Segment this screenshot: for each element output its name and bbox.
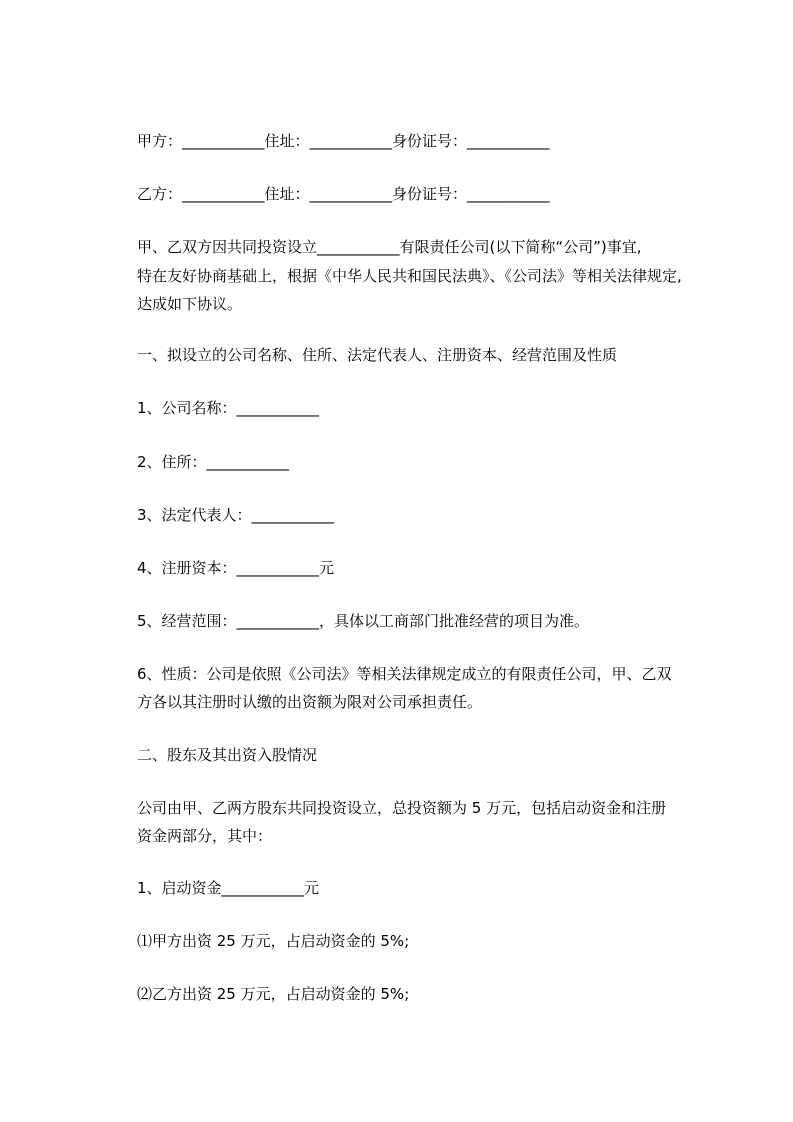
party-a-id-label: 身份证号： (392, 132, 468, 150)
party-b-contribution: ⑵乙方出资 25 万元，占启动资金的 5%; (137, 985, 410, 1003)
party-b-id-label: 身份证号： (392, 185, 468, 203)
party-b-address-blank: ___________ (309, 185, 393, 203)
preamble-line-2: 特在友好协商基础上，根据《中华人民共和国民法典》、《公司法》等相关法律规定, (137, 267, 682, 285)
section-2-heading: 二、股东及其出资入股情况 (137, 746, 318, 764)
nature-item-line-2: 方各以其注册时认缴的出资额为限对公司承担责任。 (137, 693, 483, 711)
address-item: 2、住所：___________ (137, 453, 290, 471)
party-b-label: 乙方： (137, 185, 183, 203)
party-a-address-label: 住址： (264, 132, 310, 150)
party-a-name-blank: ___________ (182, 132, 265, 150)
party-b-line (137, 184, 550, 204)
section-2-intro-line-1: 公司由甲、乙两方股东共同投资设立，总投资额为 5 万元，包括启动资金和注册 (137, 799, 667, 817)
section-1-heading: 一、拟设立的公司名称、住所、法定代表人、注册资本、经营范围及性质 (137, 346, 618, 364)
party-a-id-blank: ___________ (467, 132, 550, 150)
business-scope-item: 5、经营范围：___________，具体以工商部门批准经营的项目为准。 (137, 612, 590, 630)
startup-capital-item: 1、启动资金___________元 (137, 879, 320, 897)
party-a-contribution: ⑴甲方出资 25 万元，占启动资金的 5%; (137, 932, 410, 950)
nature-item-line-1: 6、性质：公司是依照《公司法》等相关法律规定成立的有限责任公司，甲、乙双 (137, 665, 672, 683)
party-a-line (137, 131, 550, 151)
party-a-address-blank: ___________ (309, 132, 393, 150)
preamble-line-3: 达成如下协议。 (137, 295, 243, 313)
preamble-line-1: 甲、乙双方因共同投资设立___________有限责任公司(以下简称“公司”)事宜, (137, 238, 642, 256)
party-b-id-blank: ___________ (467, 185, 550, 203)
party-b-address-label: 住址： (264, 185, 310, 203)
registered-capital-item: 4、注册资本：___________元 (137, 559, 335, 577)
party-b-name-blank: ___________ (182, 185, 265, 203)
legal-representative-item: 3、法定代表人：___________ (137, 506, 335, 524)
section-2-intro-line-2: 资金两部分，其中： (137, 827, 273, 845)
company-name-item: 1、公司名称：___________ (137, 399, 320, 417)
party-a-label: 甲方： (137, 132, 183, 150)
